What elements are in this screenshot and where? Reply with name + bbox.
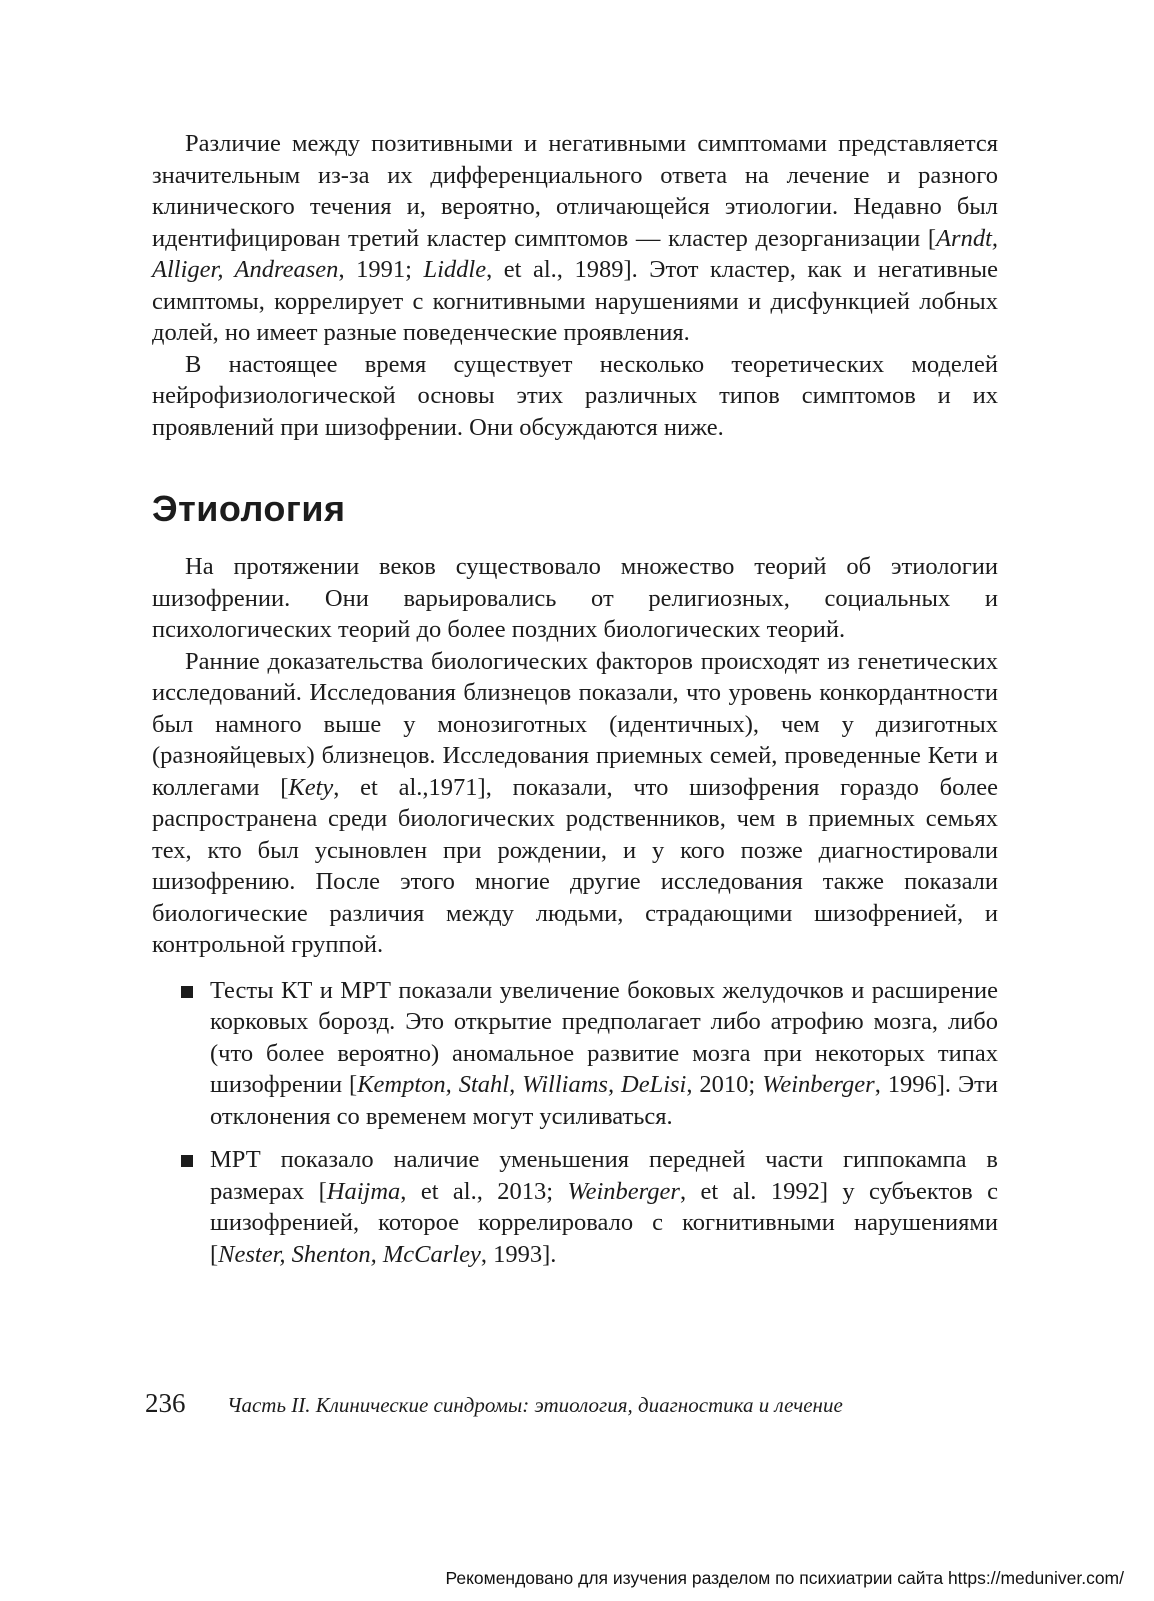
bullet-text-2: , et al., 2013; <box>400 1177 568 1205</box>
square-bullet-icon <box>181 986 193 998</box>
list-item <box>210 1144 998 1270</box>
running-head: Часть II. Клинические синдромы: этиология, диагностика и лечение <box>227 1393 843 1417</box>
body-text <box>152 128 998 1282</box>
bullet-text-1: Тесты КТ и МРТ показали увеличение боковых желудочков и расширение корковых борозд. Это открытие предполагает либо атрофию мозга, либо (что более вероятно) аномальное развитие мозга при некоторых типах шизофрении [ <box>210 976 998 1098</box>
intro-paragraph <box>152 128 998 349</box>
page-number: 236 <box>145 1388 186 1418</box>
citation-weinberger: Weinberger <box>762 1071 875 1098</box>
citation-haijma: Haijma <box>326 1177 401 1205</box>
citation-arndt: Arndt, Alliger, Andreasen <box>152 224 998 283</box>
site-watermark: Рекомендовано для изучения разделом по психиатрии сайта https://meduniver.com/ <box>445 1568 1124 1588</box>
citation-weinberger: Weinberger <box>567 1177 680 1205</box>
citation-liddle: Liddle <box>423 256 487 283</box>
findings-list <box>152 975 998 1271</box>
intro-text-1: Различие между позитивными и негативными симптомами представляется значительным из-за их дифференциального ответа на лечение и разного клинического течения и, вероятно, отличающейся этиологии. Недавно был идентифицирован третий кластер симптомов — кластер дезорганизации [ <box>152 130 998 252</box>
evidence-paragraph <box>152 646 998 961</box>
citation-kety: Kety <box>288 773 334 801</box>
section-title: Этиология <box>152 488 346 529</box>
evidence-text-1: Ранние доказательства биологических факторов происходят из генетических исследований. Исследования близнецов показали, что уровень конкордантности был намного выше у монозиготных (идентичных), чем у дизиготных (разнояйцевых) близнецов. Исследования приемных семей, проведенные Кети и коллегами [ <box>152 647 998 801</box>
intro-text-3: , et al., 1989]. Этот кластер, как и негативные симптомы, коррелирует с когнитивными нарушениями и дисфункцией лобных долей, но имеет разные поведенческие проявления. <box>152 256 999 346</box>
evidence-text-2: , et al.,1971], показали, что шизофрения гораздо более распространена среди биологических родственников, чем в приемных семьях тех, кто был усыновлен при рождении, и у кого позже диагностировали шизофрению. После этого многие другие исследования также показали биологические различия между людьми, страдающими шизофренией, и контрольной группой. <box>152 773 998 958</box>
bullet-text-3: , et al. 1992] у субъектов с шизофренией, которое коррелировало с когнитивными нарушениями [ <box>210 1177 998 1268</box>
bullet-text-1: МРТ показало наличие уменьшения передней части гиппокампа в размерах [ <box>210 1146 998 1205</box>
citation-nester: Nester, Shenton, McCarley <box>218 1240 481 1268</box>
square-bullet-icon <box>181 1155 193 1167</box>
bullet-text-4: , 1993]. <box>480 1240 557 1268</box>
list-item <box>210 975 998 1133</box>
theories-paragraph: На протяжении веков существовало множество теорий об этиологии шизофрении. Они варьировались от религиозных, социальных и психологических теорий до более поздних биологических теорий. <box>152 553 998 643</box>
bullet-text-3: , 1996]. Эти отклонения со временем могут усиливаться. <box>210 1071 998 1130</box>
bullet-text-2: , 2010; <box>686 1071 763 1098</box>
citation-kempton: Kempton, Stahl, Williams, DeLisi <box>357 1071 687 1098</box>
intro-text-2: , 1991; <box>338 256 424 283</box>
models-paragraph: В настоящее время существует несколько теоретических моделей нейрофизиологической основы этих различных типов симптомов и их проявлений при шизофрении. Они обсуждаются ниже. <box>152 350 998 441</box>
page-footer <box>145 1388 843 1419</box>
